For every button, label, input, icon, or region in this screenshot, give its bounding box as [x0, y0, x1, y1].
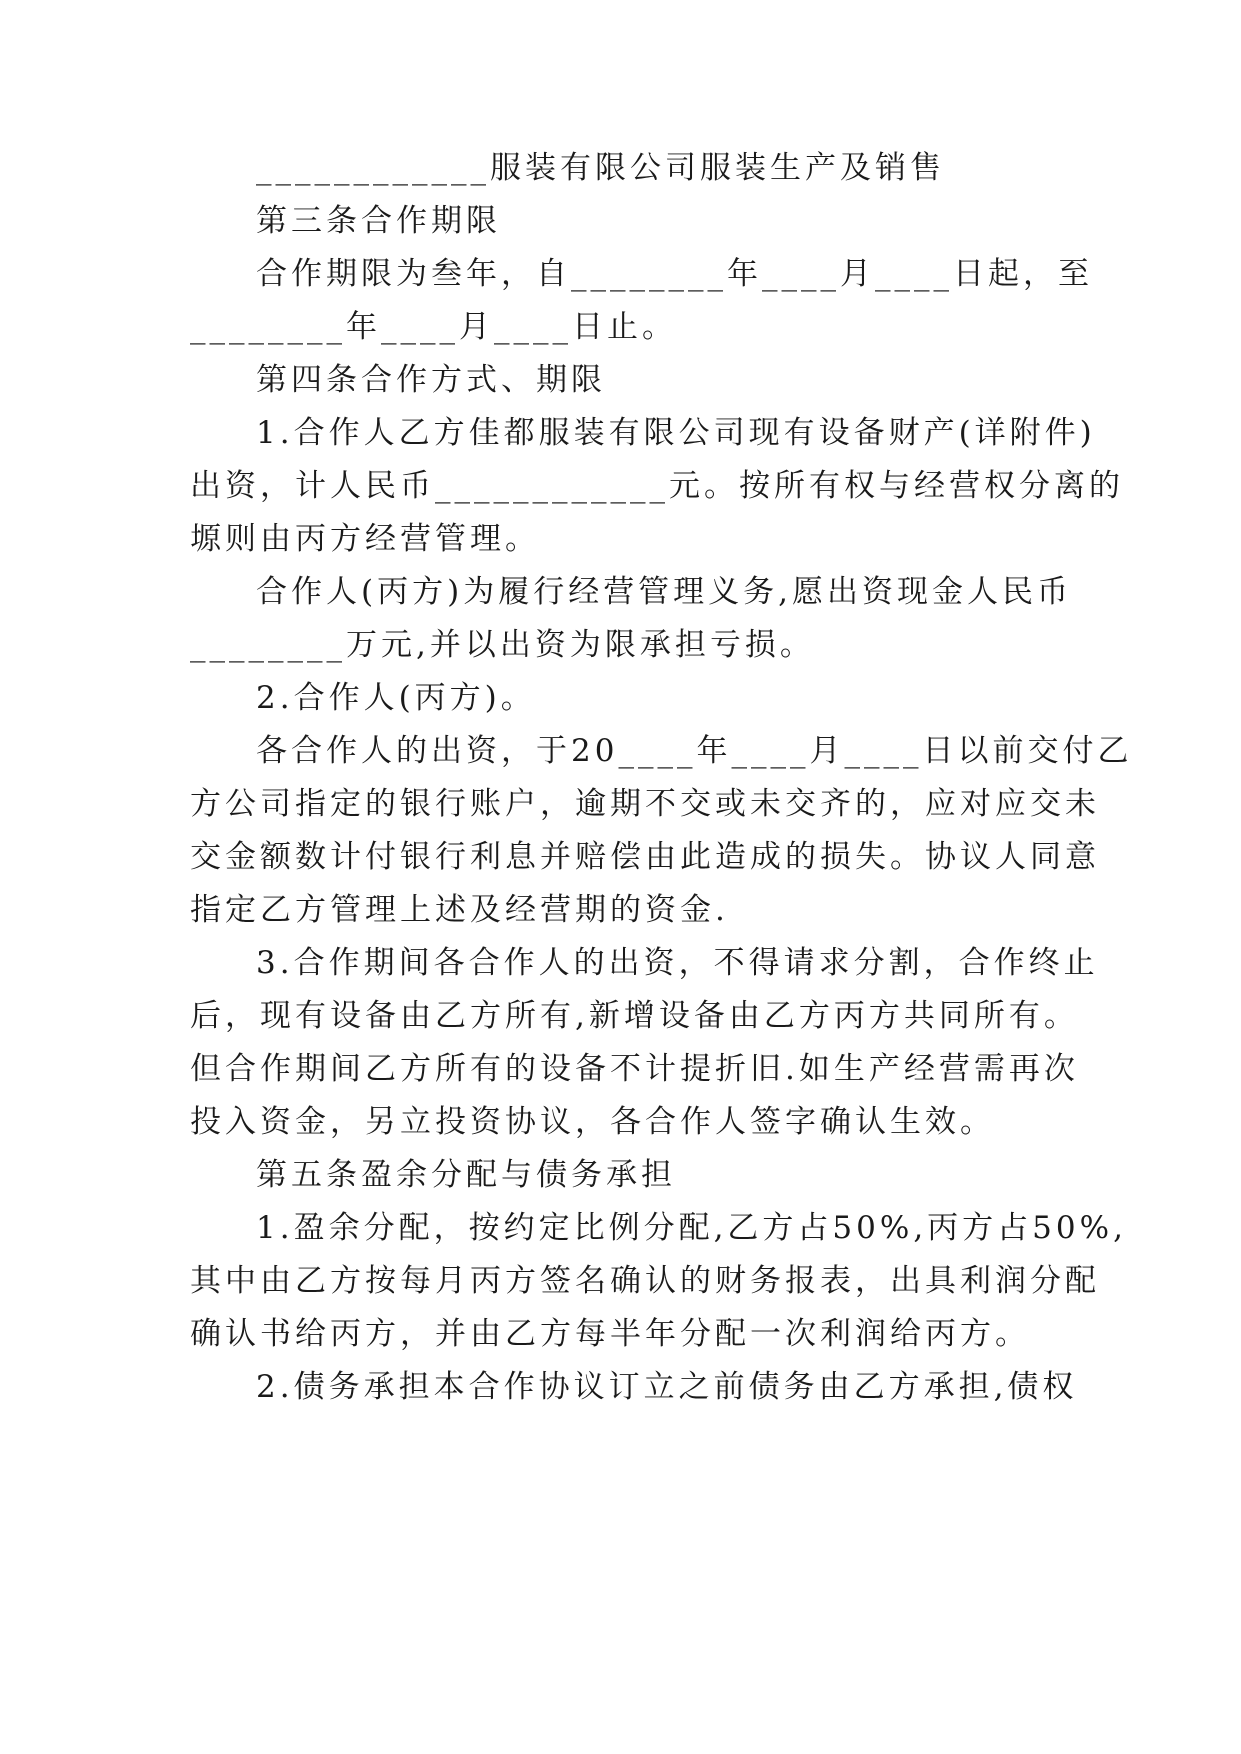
section-heading: 第三条合作期限: [256, 203, 501, 239]
text-line: 投入资金，另立投资协议，各合作人签字确认生效。: [190, 1104, 995, 1140]
text-line: 3.合作期间各合作人的出资，不得请求分割，合作终止: [256, 945, 1099, 981]
text-line: 2.债务承担本合作协议订立之前债务由乙方承担,债权: [256, 1369, 1078, 1405]
text-line: 合作期限为叁年，自________年____月____日起，至: [256, 256, 1093, 292]
text-line: 塬则由丙方经营管理。: [190, 521, 540, 557]
text-line: ____________服装有限公司服装生产及销售: [256, 150, 945, 186]
text-line: 其中由乙方按每月丙方签名确认的财务报表，出具利润分配: [190, 1263, 1100, 1299]
section-heading: 第五条盈余分配与债务承担: [256, 1157, 676, 1193]
text-line: 确认书给丙方，并由乙方每半年分配一次利润给丙方。: [190, 1316, 1030, 1352]
text-line: 1.合作人乙方佳都服装有限公司现有设备财产(详附件): [256, 415, 1096, 451]
text-line: 后，现有设备由乙方所有,新增设备由乙方丙方共同所有。: [190, 998, 1079, 1034]
text-line: 方公司指定的银行账户，逾期不交或未交齐的，应对应交未: [190, 786, 1100, 822]
section-heading: 第四条合作方式、期限: [256, 362, 606, 398]
text-line: 但合作期间乙方所有的设备不计提折旧.如生产经营需再次: [190, 1051, 1079, 1087]
text-line: 2.合作人(丙方)。: [256, 680, 536, 716]
text-line: 出资，计人民币____________元。按所有权与经营权分离的: [190, 468, 1124, 504]
text-line: 1.盈余分配，按约定比例分配,乙方占50%,丙方占50%,: [256, 1210, 1127, 1246]
text-line: ________万元,并以出资为限承担亏损。: [190, 627, 815, 663]
text-line: 合作人(丙方)为履行经营管理义务,愿出资现金人民币: [256, 574, 1073, 610]
text-line: ________年____月____日止。: [190, 309, 677, 345]
text-line: 指定乙方管理上述及经营期的资金.: [190, 892, 729, 928]
text-line: 各合作人的出资，于20____年____月____日以前交付乙: [256, 733, 1133, 769]
text-line: 交金额数计付银行利息并赔偿由此造成的损失。协议人同意: [190, 839, 1100, 875]
